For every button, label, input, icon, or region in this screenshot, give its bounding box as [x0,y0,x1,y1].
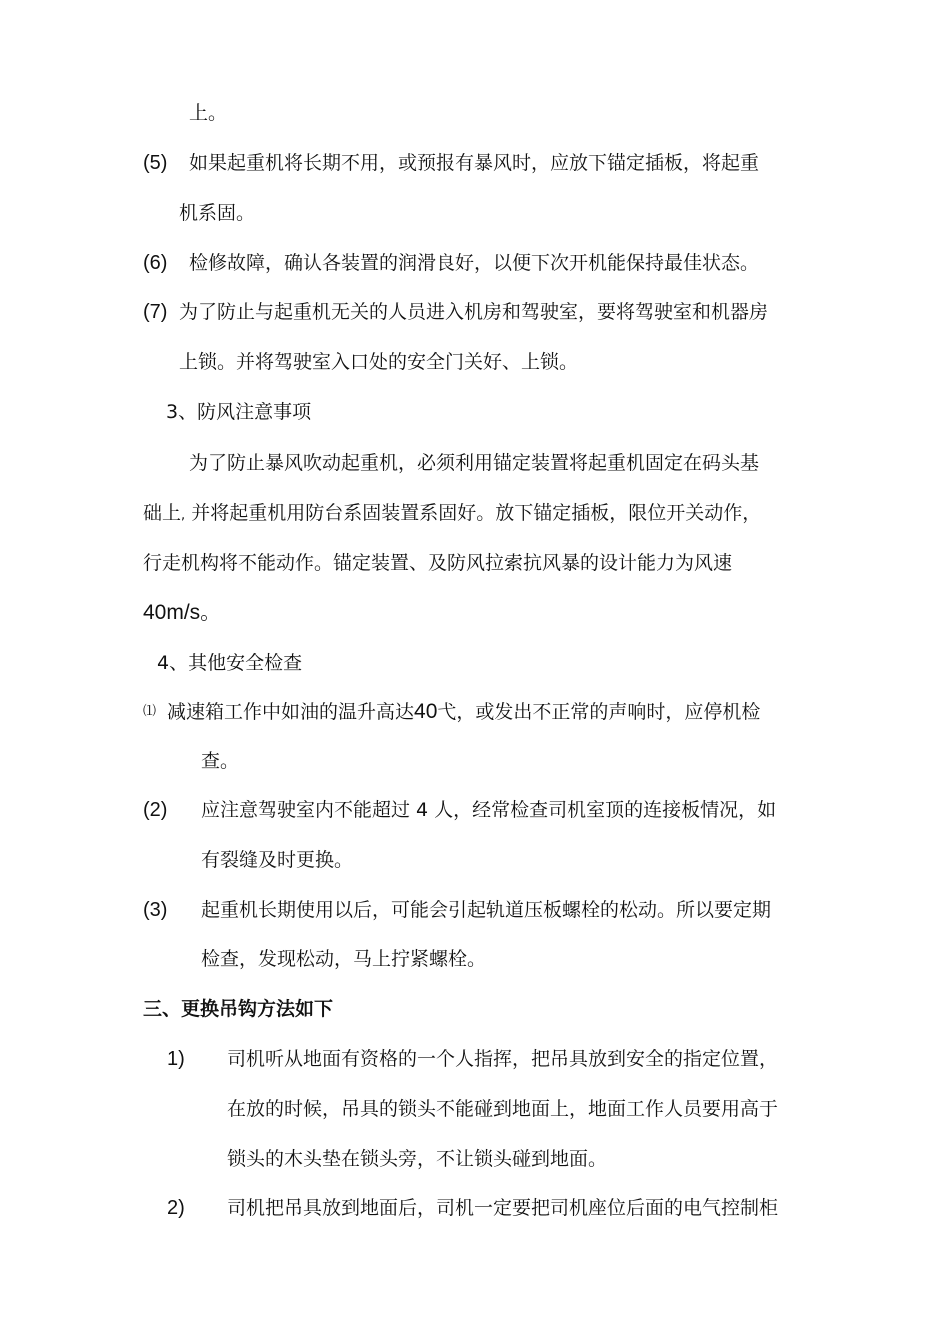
continued-line: 上。 [189,102,228,124]
chapter-3-heading: 三、更换吊钩方法如下 [143,998,334,1020]
step-1-line-3: 锁头的木头垫在锁头旁，不让锁头碰到地面。 [227,1148,608,1170]
step-1-line-2: 在放的时候，吊具的锁头不能碰到地面上，地面工作人员要用高于 [227,1098,779,1120]
step-2-line-1: 司机把吊具放到地面后，司机一定要把司机座位后面的电气控制柜 [227,1197,779,1219]
item-number-1-circled: ⑴ [143,704,157,719]
step-1-line-1: 司机听从地面有资格的一个人指挥，把吊具放到安全的指定位置， [227,1048,779,1070]
section-4-item-1-line-2: 查。 [201,750,240,772]
section-3-paragraph-line-1: 为了防止暴风吹动起重机，必须利用锚定装置将起重机固定在码头基 [189,452,760,474]
section-3-paragraph-line-2 [143,501,761,528]
section-3-paragraph-line-3: 行走机构将不能动作。锚定装置、及防风拉索抗风暴的设计能力为风速 [143,552,733,574]
step-number-2: 2) [167,1197,185,1219]
paragraph-separator: , [181,508,186,523]
item-7-line-1: 为了防止与起重机无关的人员进入机房和驾驶室，要将驾驶室和机器房 [179,301,769,323]
item-6-line-1: 检修故障，确认各装置的润滑良好，以便下次开机能保持最佳状态。 [189,252,760,274]
step-number-1: 1) [167,1048,185,1070]
item-number-5: (5) [143,152,168,174]
section-4-heading: 4、其他安全检查 [157,652,303,674]
section-4-item-3-line-1: 起重机长期使用以后，可能会引起轨道压板螺栓的松动。所以要定期 [201,899,772,921]
item-text-c: 弋，或发出不正常的声响时，应停机检 [437,701,761,723]
paragraph-text-a: 础上 [143,502,182,524]
section-4-item-3-line-2: 检查，发现松动，马上拧紧螺栓。 [201,948,487,970]
item-5-line-2: 机系固。 [179,202,256,224]
item-5-line-1: 如果起重机将长期不用，或预报有暴风时，应放下锚定插板，将起重 [189,152,760,174]
section-4-item-2-line-1: 应注意驾驶室内不能超过 4 人，经常检查司机室顶的连接板情况，如 [201,799,777,821]
item-number-7: (7) [143,301,168,323]
item-text-a: 减速箱工作中如油的温升高达 [167,701,415,723]
section-4-item-2-line-2: 有裂缝及时更换。 [201,849,354,871]
paragraph-text-b: 并将起重机用防台系固装置系固好。放下锚定插板，限位开关动作， [185,502,762,524]
item-number-2: (2) [143,799,168,821]
section-3-paragraph-line-4: 40m/s。 [143,601,222,624]
item-number-3: (3) [143,899,168,921]
temperature-value: 40 [414,700,438,723]
item-7-line-2: 上锁。并将驾驶室入口处的安全门关好、上锁。 [179,351,579,373]
section-3-heading: 3、防风注意事项 [166,401,312,423]
section-4-item-1-line-1 [167,700,760,724]
item-number-6: (6) [143,252,168,274]
